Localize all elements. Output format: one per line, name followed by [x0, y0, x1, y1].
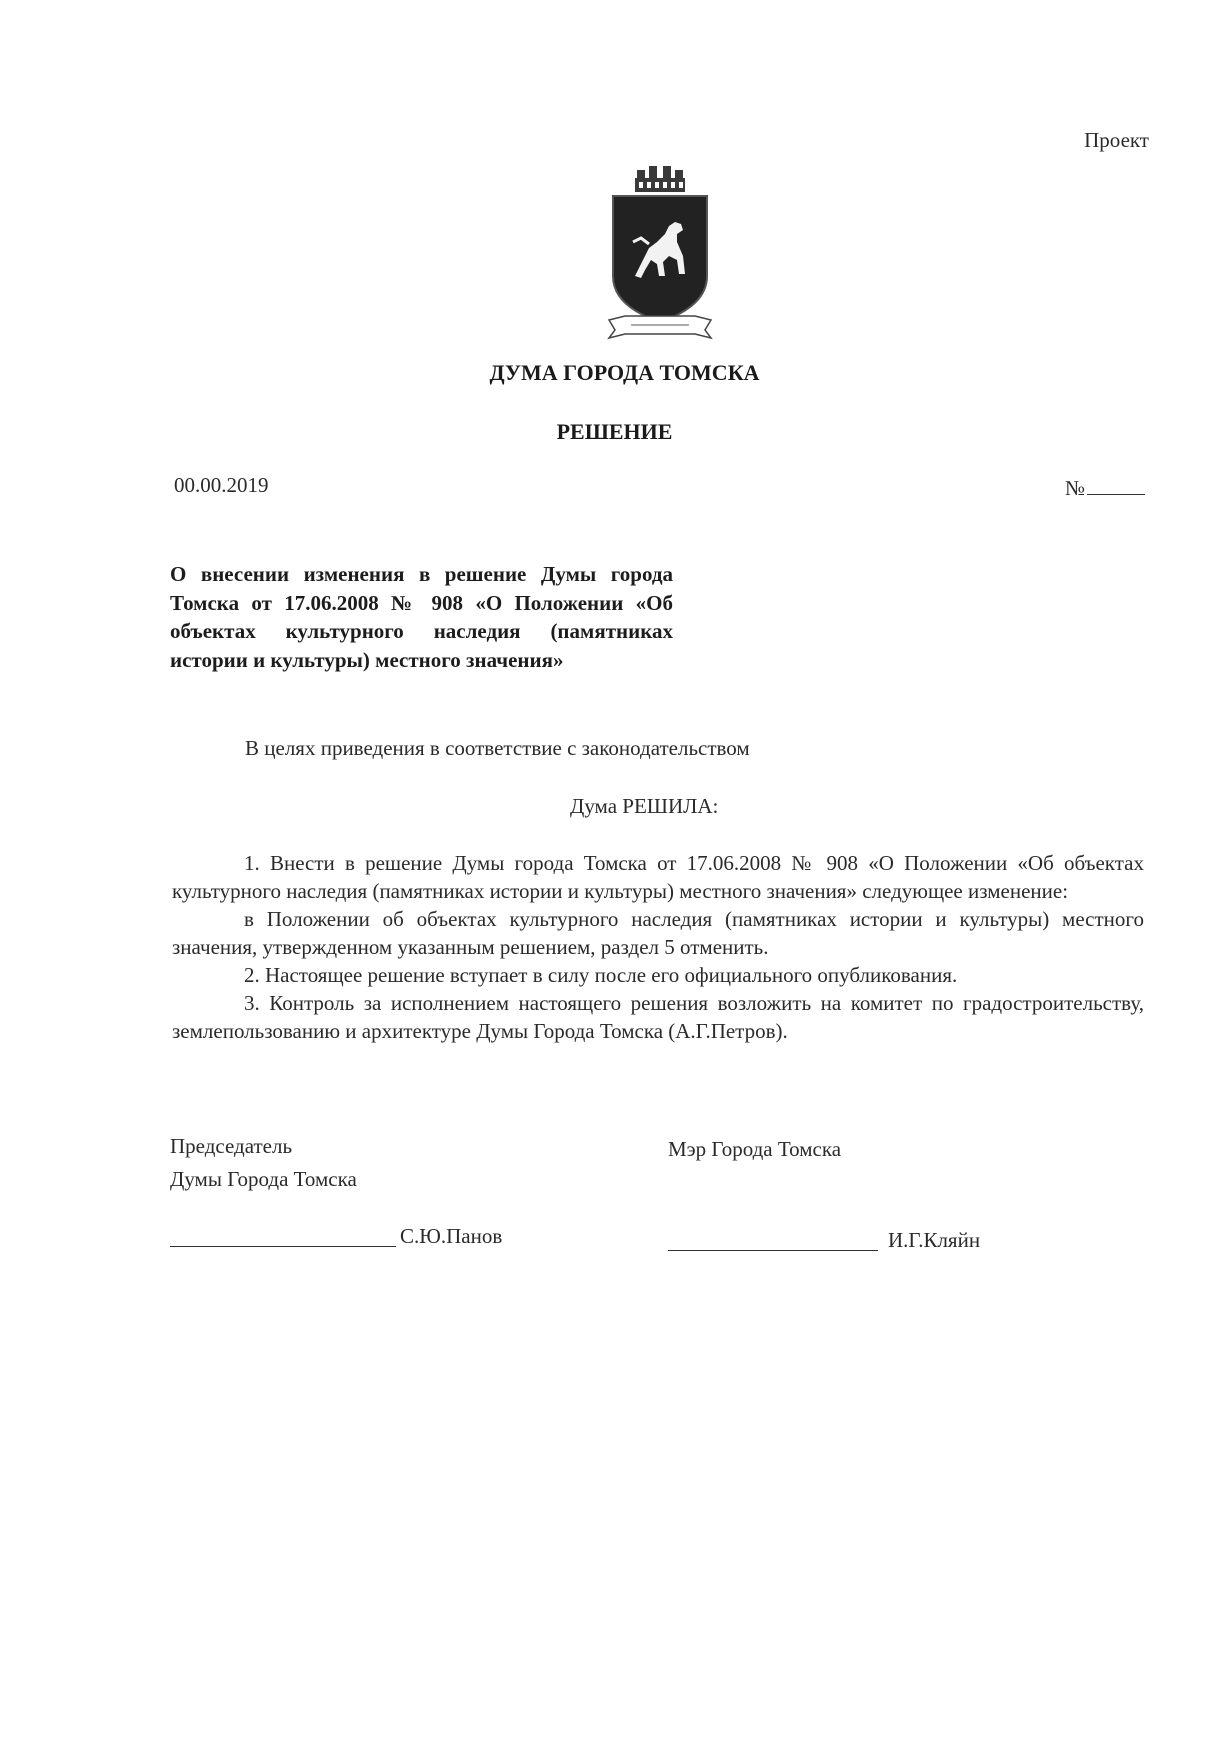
document-subject: О внесении изменения в решение Думы города Томска от 17.06.2008 № 908 «О Положении «Об объектах культурного наследия (памятниках истории и культуры) местного значения»	[170, 562, 673, 672]
number-blank-line	[1087, 476, 1145, 495]
document-number	[1065, 476, 1145, 501]
document-status: Проект	[1084, 128, 1149, 152]
document-date: 00.00.2019	[174, 473, 269, 497]
paragraph-2: 2. Настоящее решение вступает в силу после его официального опубликования.	[244, 963, 958, 987]
chairman-name: С.Ю.Панов	[400, 1224, 503, 1248]
resolution-body	[172, 849, 1144, 1045]
resolved-text: Дума РЕШИЛА:	[570, 794, 719, 818]
chairman-signature-line	[170, 1246, 396, 1247]
coat-of-arms-emblem	[605, 164, 715, 342]
organization-title: ДУМА ГОРОДА ТОМСКА	[489, 360, 760, 385]
number-label: №	[1064, 476, 1085, 500]
paragraph-1-change: в Положении об объектах культурного наследия (памятниках истории и культуры) местного значения, утвержденном указанным решением, раздел 5 отменить.	[172, 907, 1144, 959]
chairman-title	[170, 1130, 357, 1196]
mayor-title: Мэр Города Томска	[668, 1137, 842, 1161]
chairman-title-line1: Председатель	[170, 1134, 293, 1158]
paragraph-1: 1. Внести в решение Думы города Томска от 17.06.2008 № 908 «О Положении «Об объектах культурного наследия (памятниках истории и культуры) местного значения» следующее изменение:	[172, 851, 1144, 903]
paragraph-3: 3. Контроль за исполнением настоящего решения возложить на комитет по градостроительству, землепользованию и архитектуре Думы Города Томска (А.Г.Петров).	[172, 991, 1144, 1043]
preamble-text: В целях приведения в соответствие с законодательством	[245, 736, 750, 760]
mayor-signature-line	[668, 1250, 878, 1251]
chairman-title-line2: Думы Города Томска	[170, 1167, 357, 1191]
mayor-name: И.Г.Кляйн	[888, 1228, 981, 1252]
document-type-title: РЕШЕНИЕ	[556, 419, 673, 444]
